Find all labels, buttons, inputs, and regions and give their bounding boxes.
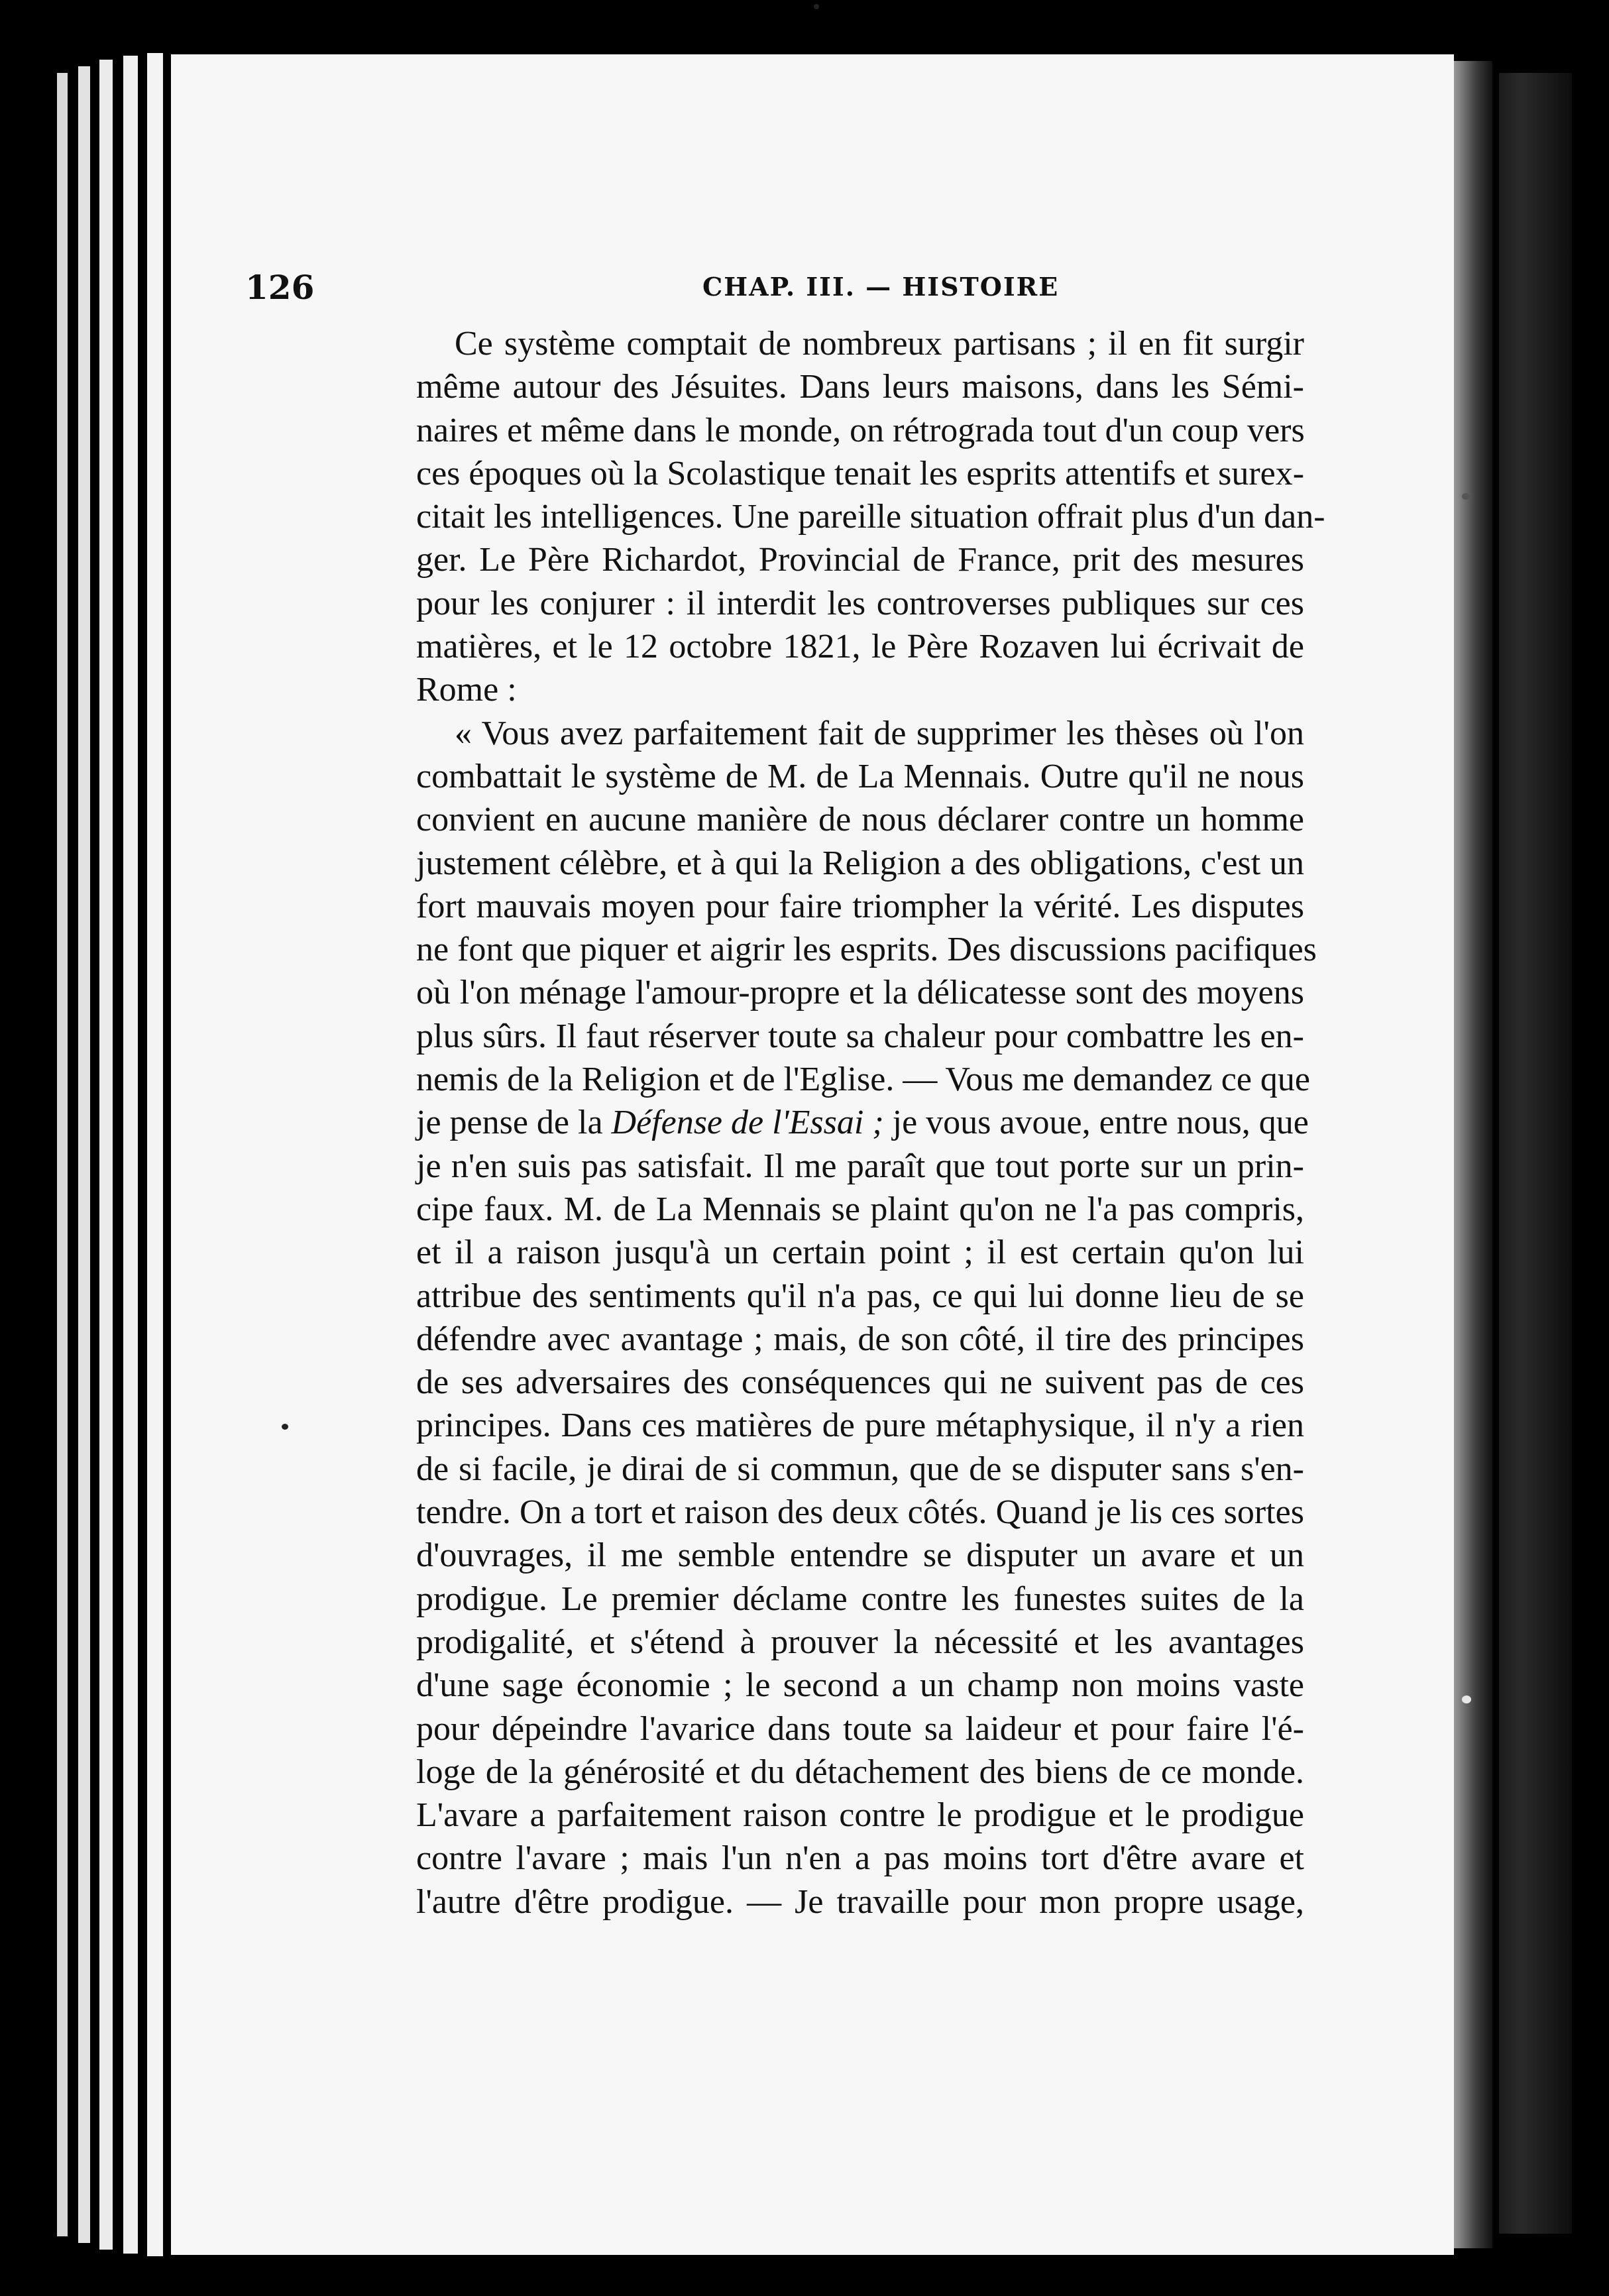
text-line: ces époques où la Scolastique tenait les esprits attentifs et surex- [416,454,1305,492]
page-gutter-shadow [1454,61,1492,2248]
text-line: justement célèbre, et à qui la Religion a des obligations, c'est un [416,844,1304,882]
text-line: fort mauvais moyen pour faire triompher la vérité. Les disputes [416,887,1304,925]
text-line: de si facile, je dirai de si commun, que de se disputer sans s'en- [416,1450,1304,1488]
text-line: où l'on ménage l'amour-propre et la délicatesse sont des moyens [416,974,1304,1012]
scan-speck [814,4,819,9]
italic-work-title: Défense de l'Essai ; [611,1104,884,1142]
text-line: pour dépeindre l'avarice dans toute sa laideur et pour faire l'é- [416,1709,1304,1748]
text-line: même autour des Jésuites. Dans leurs maisons, dans les Sémi- [416,368,1304,406]
page-edge-leaf [147,53,163,2256]
line-text-before: je pense de la [416,1104,603,1142]
running-header [245,268,1319,314]
text-line: pour les conjurer : il interdit les controverses publiques sur ces [416,584,1304,622]
text-line: nemis de la Religion et de l'Eglise. — Vous me demandez ce que [416,1061,1311,1099]
text-line: cipe faux. M. de La Mennais se plaint qu'on ne l'a pas compris, [416,1190,1304,1228]
text-line: de ses adversaires des conséquences qui ne suivent pas de ces [416,1363,1304,1402]
text-line: loge de la générosité et du détachement des biens de ce monde. [416,1752,1304,1791]
text-line: tendre. On a tort et raison des deux côtés. Quand je lis ces sortes [416,1493,1304,1532]
text-line-with-italic-title [416,1101,1309,1144]
text-line: prodigalité, et s'étend à prouver la nécessité et les avantages [416,1623,1304,1661]
text-line: matières, et le 12 octobre 1821, le Père Rozaven lui écrivait de [416,628,1304,666]
facing-page-edge [1499,73,1572,2234]
scan-speck [1462,493,1470,500]
text-line: citait les intelligences. Une pareille situation offrait plus d'un dan- [416,498,1325,536]
text-line: convient en aucune manière de nous déclarer contre un homme [416,801,1304,839]
text-line: ger. Le Père Richardot, Provincial de France, prit des mesures [416,541,1304,579]
page-edge-leaf [78,66,90,2243]
text-line: l'autre d'être prodigue. — Je travaille pour mon propre usage, [416,1882,1304,1921]
running-title: CHAP. III. — HISTOIRE [702,272,1060,302]
text-line: d'une sage économie ; le second a un champ non moins vaste [416,1666,1304,1705]
text-line: naires et même dans le monde, on rétrograda tout d'un coup vers [416,411,1305,449]
scan-speck [282,1424,288,1430]
page-number: 126 [245,268,315,307]
text-line: je n'en suis pas satisfait. Il me paraît que tout porte sur un prin- [416,1147,1304,1185]
text-line: principes. Dans ces matières de pure métaphysique, il n'y a rien [416,1406,1304,1445]
page-edge-leaf [123,56,138,2254]
text-line: et il a raison jusqu'à un certain point ; il est certain qu'on lui [416,1234,1304,1272]
text-line: combattait le système de M. de La Mennais. Outre qu'il ne nous [416,757,1304,795]
page-edge-leaf [57,73,68,2236]
text-line: d'ouvrages, il me semble entendre se disputer un avare et un [416,1536,1304,1575]
text-line: défendre avec avantage ; mais, de son côté, il tire des principes [416,1320,1304,1358]
scan-speck [1462,1695,1471,1703]
body-text [416,322,1325,1923]
text-line: contre l'avare ; mais l'un n'en a pas moins tort d'être avare et [416,1839,1304,1878]
line-text-after: je vous avoue, entre nous, que [892,1104,1309,1142]
text-line: Ce système comptait de nombreux partisans ; il en fit surgir [455,325,1304,363]
text-line: ne font que piquer et aigrir les esprits. Des discussions pacifiques [416,931,1317,969]
text-line: L'avare a parfaitement raison contre le prodigue et le prodigue [416,1796,1304,1835]
text-line: prodigue. Le premier déclame contre les funestes suites de la [416,1579,1304,1618]
page-edge-leaf [99,60,113,2250]
text-line: Rome : [416,671,517,709]
text-line: « Vous avez parfaitement fait de supprimer les thèses où l'on [455,714,1304,752]
text-line: plus sûrs. Il faut réserver toute sa chaleur pour combattre les en- [416,1017,1304,1055]
text-line: attribue des sentiments qu'il n'a pas, ce qui lui donne lieu de se [416,1277,1304,1315]
